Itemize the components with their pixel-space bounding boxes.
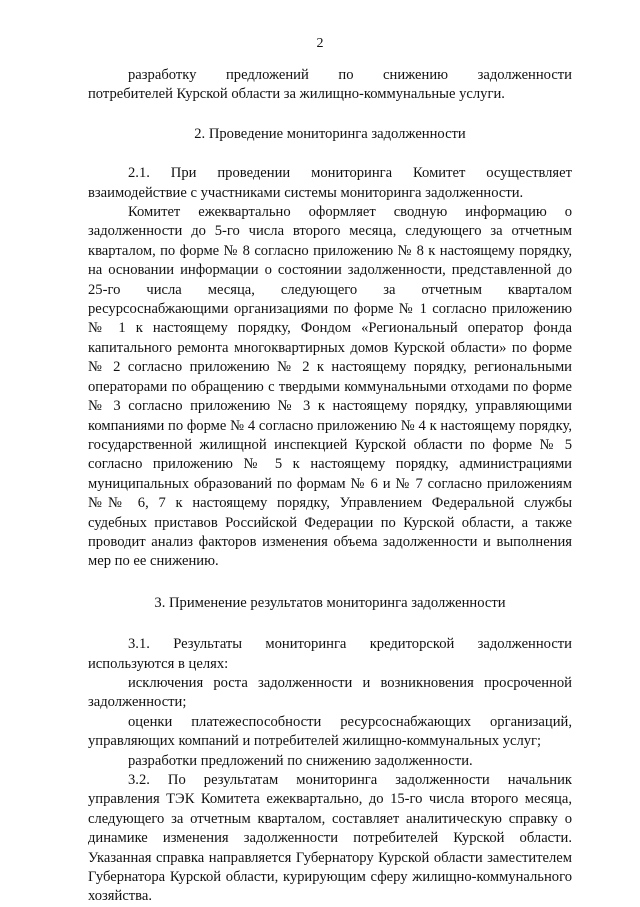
section-3-paragraph-1: 3.1. Результаты мониторинга кредиторской задолженности используются в целях:	[88, 636, 572, 672]
section-3-item-2: оценки платежеспособности ресурсоснабжающих организаций, управляющих компаний и потребителей жилищно-коммунальных услуг;	[88, 713, 572, 750]
document-body	[88, 66, 572, 907]
section-2-paragraph-2: Комитет ежеквартально оформляет сводную информацию о задолженности до 5-го числа второго месяца, следующего за отчетным кварталом, по форме № 8 согласно приложению № 8 к настоящему порядку, на основании информации о состоянии задолженности, представленной до 25-го числа месяца, следующего за отчетным кварталом ресурсоснабжающими организациями по форме № 1 согласно приложению № 1 к настоящему порядку, Фондом «Региональный оператор фонда капитального ремонта многоквартирных домов Курской области» по форме № 2 согласно приложению № 2 к настоящему порядку, региональными операторами по обращению с твердыми коммунальными отходами по форме № 3 согласно приложению № 3 к настоящему порядку, управляющими компаниями по форме № 4 согласно приложению № 4 к настоящему порядку, государственной жилищной инспекцией Курской области по форме № 5 согласно приложению № 5 к настоящему порядку, администрациями муниципальных образований по формам № 6 и № 7 согласно приложениям №№ 6, 7 к настоящему порядку, Управлением Федеральной службы судебных приставов Российской Федерации по Курской области, а также проводит анализ факторов изменения объема задолженности и выполнения мер по ее снижению.	[88, 204, 572, 570]
section-3-item-3: разработки предложений по снижению задолженности.	[128, 752, 473, 769]
section-3-paragraph-2: 3.2. По результатам мониторинга задолженности начальник управления ТЭК Комитета ежеквартально, до 15-го числа второго месяца, следующего за отчетным кварталом, составляет аналитическую справку о динамике изменения задолженности потребителей Курской области. Указанная справка направляется Губернатору Курской области заместителем Губернатора Курской области, курирующим сферу жилищно-коммунального хозяйства.	[88, 772, 572, 905]
intro-line-1: разработку предложений по снижению задолженности	[128, 67, 572, 83]
page-number: 2	[316, 36, 324, 51]
section-3-heading: 3. Применение результатов мониторинга задолженности	[154, 594, 506, 611]
section-3-item-1: исключения роста задолженности и возникновения просроченной задолженности;	[88, 674, 572, 711]
intro-line-2: потребителей Курской области за жилищно-коммунальные услуги.	[88, 86, 505, 103]
section-2-paragraph-1: 2.1. При проведении мониторинга Комитет осуществляет взаимодействие с участниками системы мониторинга задолженности.	[88, 165, 572, 201]
section-2-heading: 2. Проведение мониторинга задолженности	[194, 125, 466, 142]
